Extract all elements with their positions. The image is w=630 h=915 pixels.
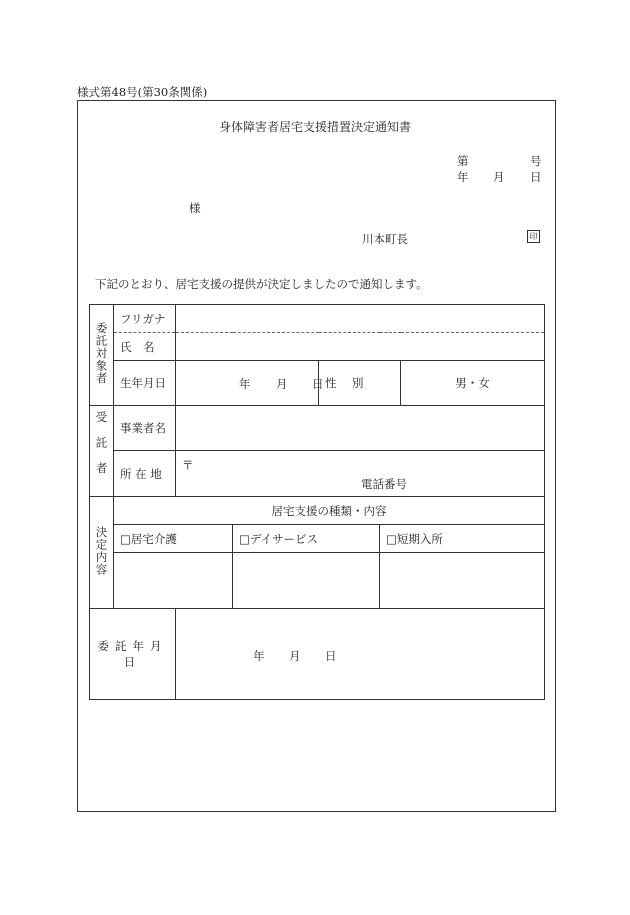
section-decision-label: 決定内容 [94, 526, 109, 576]
gender-label-text: 性 別 [325, 376, 366, 390]
recipient-honorific: 様 [189, 201, 201, 215]
section-decision-cell [90, 497, 114, 609]
postal-mark: 〒 [182, 458, 194, 472]
section-contractor-label: 受託者 [94, 411, 109, 488]
day-service-detail-field[interactable] [233, 553, 380, 609]
issue-year-label: 年 [457, 170, 469, 184]
section-target-label: 委託対象者 [94, 322, 109, 385]
issuer-name: 川本町長 [362, 232, 408, 246]
name-label: 氏 名 [114, 333, 176, 361]
home-care-detail-field[interactable] [114, 553, 233, 609]
decision-table [89, 304, 545, 700]
notice-text: 下記のとおり、居宅支援の提供が決定しましたので通知します。 [95, 277, 428, 291]
commission-date-label-cell [90, 609, 176, 700]
birth-month-label: 月 [276, 377, 288, 391]
furigana-field[interactable] [176, 305, 545, 333]
birthdate-field[interactable] [176, 361, 324, 406]
commission-date-label: 委託年月日 [97, 639, 168, 669]
birth-year-label: 年 [239, 377, 251, 391]
seal-mark-icon: 印 [527, 230, 540, 243]
support-type-header [114, 497, 545, 525]
gender-field[interactable] [401, 361, 545, 406]
issue-month-label: 月 [493, 170, 505, 184]
form-number-label: 様式第48号(第30条関係) [77, 85, 208, 99]
name-field[interactable] [176, 333, 545, 361]
section-contractor-cell [90, 406, 114, 497]
business-name-field[interactable] [176, 406, 545, 451]
short-stay-detail-field[interactable] [380, 553, 545, 609]
address-label: 所 在 地 [114, 451, 176, 497]
support-type-header-text: 居宅支援の種類・内容 [271, 503, 387, 518]
address-field[interactable] [176, 451, 545, 497]
option-day-service[interactable]: □デイサービス [233, 525, 380, 553]
doc-number-prefix: 第 [457, 154, 469, 168]
document-title: 身体障害者居宅支援措置決定通知書 [218, 120, 411, 134]
doc-number-suffix: 号 [530, 154, 542, 168]
gender-options: 男・女 [455, 376, 490, 390]
commission-date-field[interactable] [176, 609, 545, 700]
birth-day-label: 日 [312, 377, 324, 391]
commission-year-label: 年 [253, 649, 265, 663]
section-target-cell [90, 305, 114, 406]
business-name-label: 事業者名 [114, 406, 176, 451]
commission-day-label: 日 [325, 649, 337, 663]
birthdate-label: 生年月日 [114, 361, 176, 406]
furigana-label: フリガナ [114, 305, 176, 333]
gender-label [319, 361, 401, 406]
commission-month-label: 月 [289, 649, 301, 663]
phone-label: 電話番号 [361, 477, 407, 491]
option-short-stay[interactable]: □短期入所 [380, 525, 545, 553]
issue-day-label: 日 [530, 170, 542, 184]
option-home-care[interactable]: □居宅介護 [114, 525, 233, 553]
